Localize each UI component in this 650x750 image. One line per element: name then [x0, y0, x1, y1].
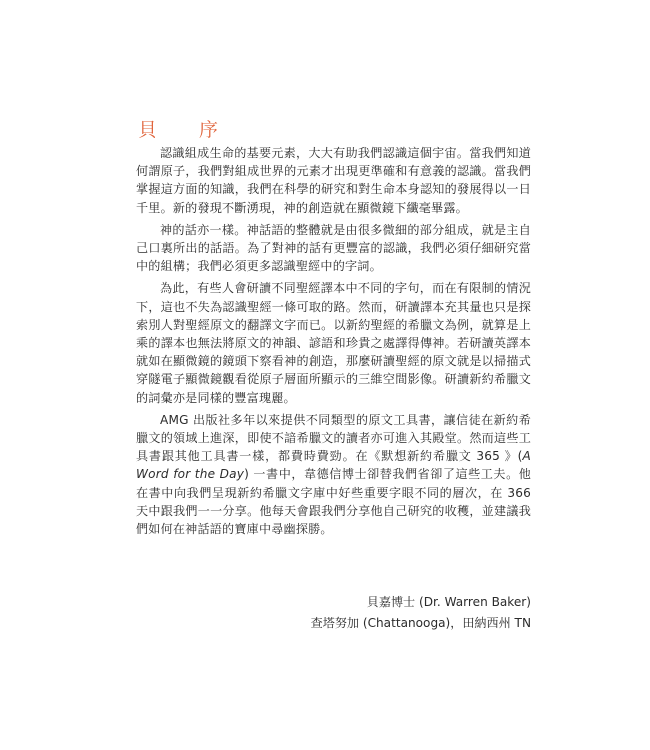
author-name: 貝嘉博士 (Dr. Warren Baker): [366, 595, 531, 609]
author-location: 查塔努加 (Chattanooga)，田納西州 TN: [310, 616, 531, 630]
paragraph-4: [136, 411, 531, 538]
preface-title: 貝 序: [138, 118, 237, 141]
book-title-english: A Word for the Day: [136, 449, 531, 482]
paragraph-4-text-before: AMG 出版社多年以來提供不同類型的原文工具書，讓信徒在新約希臘文的領域上進深，即使不諳希臘文的讀者亦可進入其殿堂。然而這些工具書跟其他工具書一樣，都費時費勁。在《默想新約希臘文 365 》(: [136, 412, 531, 464]
paragraph-1: 認識組成生命的基要元素，大大有助我們認識這個宇宙。當我們知道何謂原子，我們對組成世界的元素才出現更準確和有意義的認識。當我們掌握這方面的知識，我們在科學的研究和對生命本身認知的發展得以一日千里。新的發現不斷湧現，神的創造就在顯微鏡下纖毫畢露。: [136, 146, 531, 215]
paragraph-3: 為此，有些人會研讀不同聖經譯本中不同的字句，而在有限制的情況下，這也不失為認識聖經一條可取的路。然而，研讀譯本充其量也只是探索別人對聖經原文的翻譯文字而已。以新約聖經的希臘文為例，就算是上乘的譯本也無法將原文的神韻、諺語和珍貴之處譯得傳神。若研讀英譯本就如在顯微鏡的鏡頭下察看神的創造，那麼研讀聖經的原文就是以掃描式穿隧電子顯微鏡觀看從原子層面所顯示的三維空間影像。研讀新約希臘文的詞彙亦是同樣的豐富瑰麗。: [136, 281, 531, 405]
paragraph-2: 神的話亦一樣。神話語的整體就是由很多微細的部分組成，就是主自己口裏所出的話語。為了對神的話有更豐富的認識，我們必須仔細研究當中的組構；我們必須更多認識聖經中的字詞。: [136, 222, 531, 274]
preface-body: [136, 144, 531, 538]
paragraph-4-text-after: ) 一書中，韋德信博士卻替我們省卻了這些工夫。他在書中向我們呈現新約希臘文字庫中好些重要字眼不同的層次，在 366 天中跟我們一一分享。他每天會跟我們分享他自己研究的收穫，並建議我們如何在神話語的寶庫中尋幽探勝。: [136, 467, 531, 537]
signature-block: [311, 592, 531, 634]
